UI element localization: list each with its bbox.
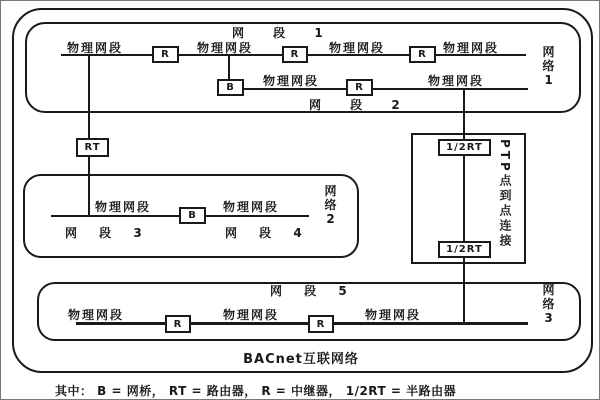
physical-segment-label: 物理网段	[67, 41, 124, 55]
segment-4-label: 网 段 4	[225, 226, 302, 240]
bridge-box-1: B	[217, 79, 244, 96]
legend-caption: 其中： B = 网桥， RT = 路由器， R = 中继器， 1/2RT = 半路由器	[55, 384, 457, 398]
segment-1-label: 网 段 1	[232, 26, 323, 40]
repeater-box-6: R	[308, 315, 334, 333]
physical-segment-label: 物理网段	[428, 74, 485, 88]
line1-to-router-connector	[88, 54, 90, 139]
diagram-title: BACnet互联网络	[243, 352, 359, 367]
line2-to-halfrouter-connector	[463, 88, 465, 140]
physical-segment-label: 物理网段	[223, 200, 280, 214]
ptp-point-to-point-label: PTP点到点连接	[498, 139, 512, 249]
network-1-label: 网络1	[542, 45, 555, 87]
halfrouter-to-net3-connector	[463, 257, 465, 324]
physical-segment-label: 物理网段	[263, 74, 320, 88]
repeater-box-4: R	[346, 79, 373, 96]
network-3-label: 网络3	[542, 283, 555, 325]
physical-segment-label: 物理网段	[365, 308, 422, 322]
physical-segment-label: 物理网段	[197, 41, 254, 55]
halfrouter-to-halfrouter-connector	[463, 155, 465, 242]
physical-segment-label: 物理网段	[223, 308, 280, 322]
repeater-box-3: R	[409, 46, 436, 63]
segment-5-line	[76, 322, 528, 325]
repeater-box-5: R	[165, 315, 191, 333]
repeater-box-1: R	[152, 46, 179, 63]
segment-3-label: 网 段 3	[65, 226, 142, 240]
line1-to-bridge-connector	[228, 54, 230, 80]
half-router-box-bottom: 1/2RT	[438, 241, 491, 258]
physical-segment-label: 物理网段	[329, 41, 386, 55]
segment-2-label: 网 段 2	[309, 98, 400, 112]
bridge-box-2: B	[179, 207, 206, 224]
half-router-box-top: 1/2RT	[438, 139, 491, 156]
physical-segment-label: 物理网段	[95, 200, 152, 214]
router-to-net2-connector	[88, 156, 90, 217]
router-box: RT	[76, 138, 109, 157]
network-2-label: 网络2	[324, 184, 337, 226]
physical-segment-label: 物理网段	[68, 308, 125, 322]
repeater-box-2: R	[282, 46, 308, 63]
segment-5-label: 网 段 5	[270, 284, 347, 298]
physical-segment-label: 物理网段	[443, 41, 500, 55]
